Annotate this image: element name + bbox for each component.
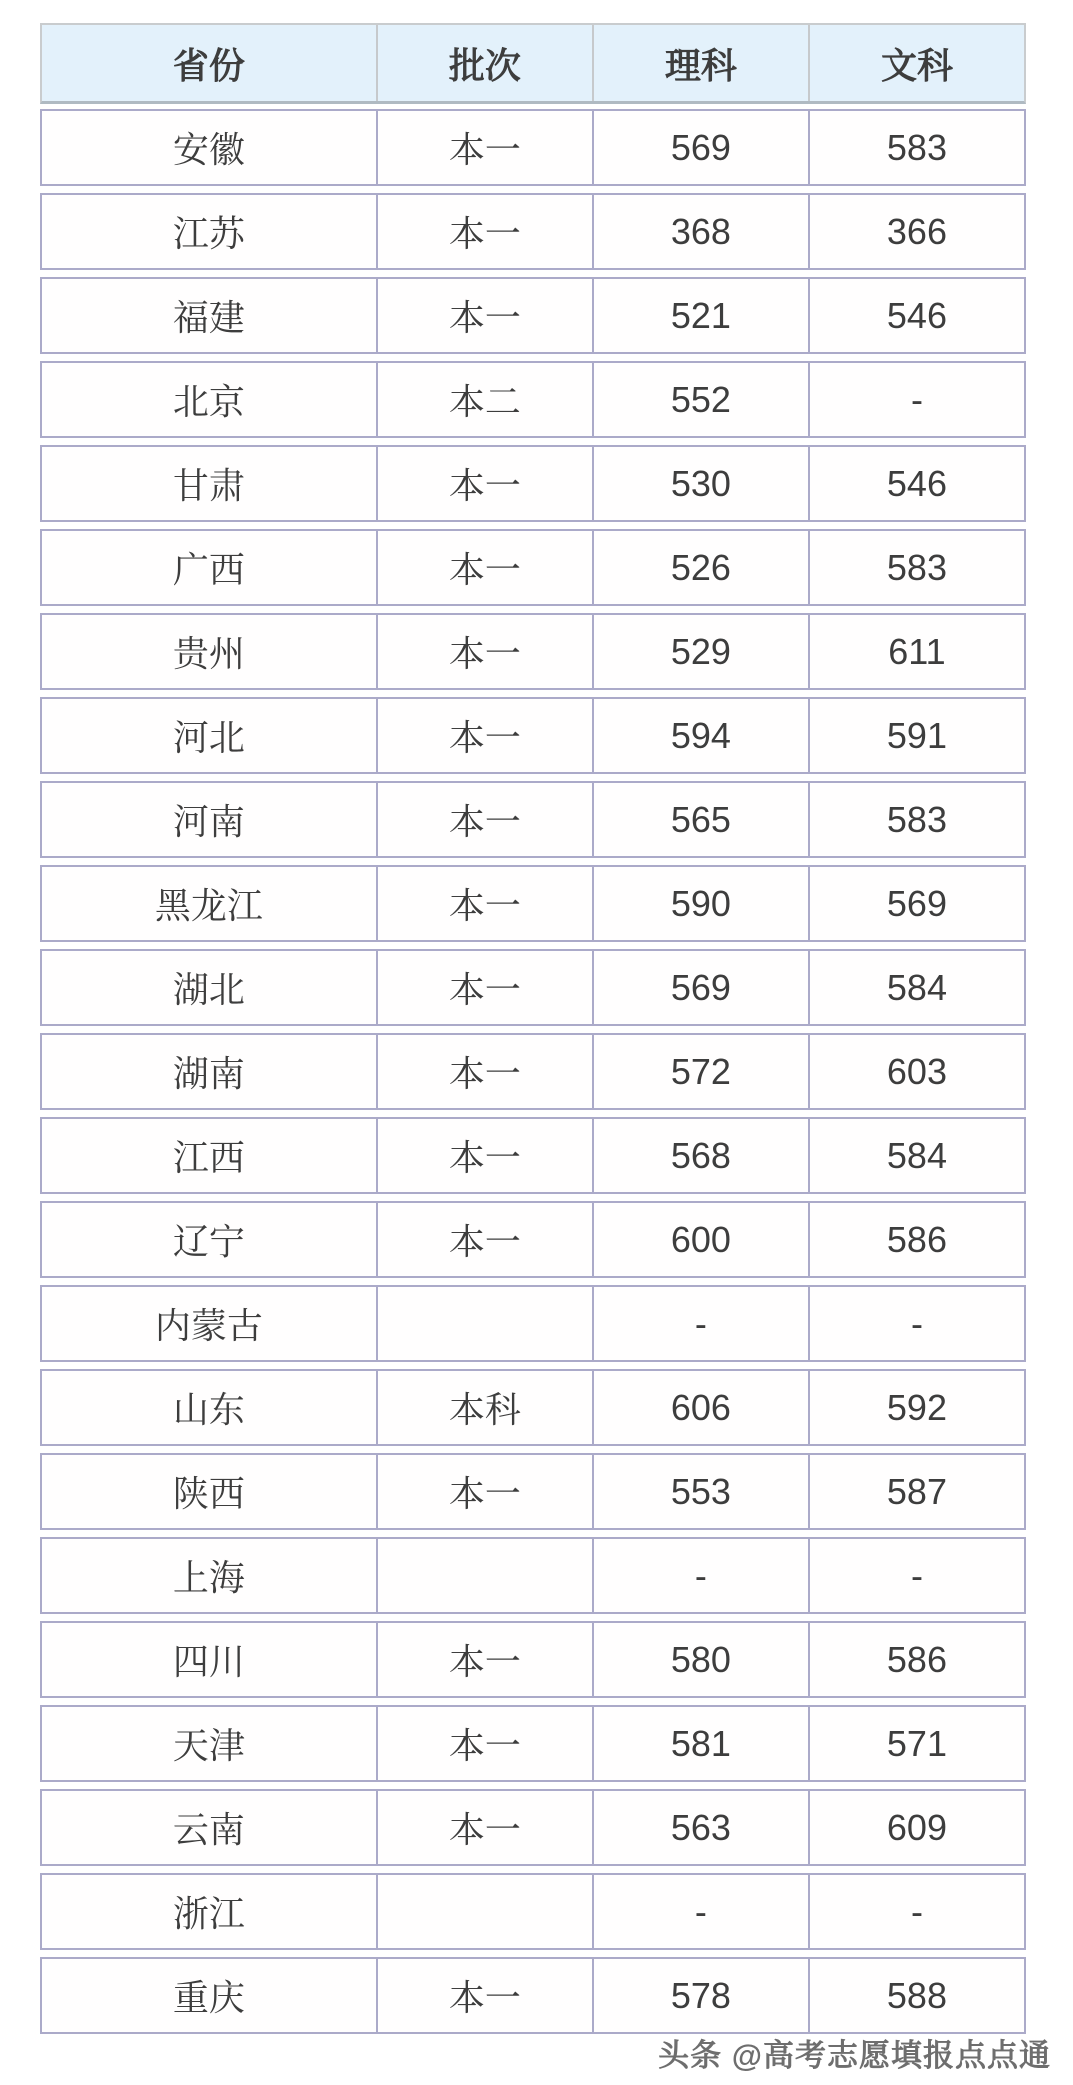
cell-arts: - xyxy=(808,1539,1024,1612)
cell-province: 湖南 xyxy=(172,1053,245,1094)
cell-province: 陕西 xyxy=(172,1473,245,1514)
cell-science: 553 xyxy=(592,1455,808,1528)
cell-arts: 591 xyxy=(808,699,1024,772)
table-row xyxy=(40,1117,1026,1194)
cell-science: 606 xyxy=(592,1371,808,1444)
table-row xyxy=(40,277,1026,354)
cell-batch: 本一 xyxy=(376,1623,592,1696)
cell-province: 重庆 xyxy=(172,1977,245,2018)
table-row xyxy=(40,1789,1026,1866)
cell-science: 580 xyxy=(592,1623,808,1696)
cell-arts: 546 xyxy=(808,279,1024,352)
score-table xyxy=(40,23,1026,2034)
cell-arts: 584 xyxy=(808,951,1024,1024)
cell-arts: 583 xyxy=(808,531,1024,604)
table-row xyxy=(40,1033,1026,1110)
cell-arts: 592 xyxy=(808,1371,1024,1444)
header-cell-science: 理科 xyxy=(592,25,808,101)
cell-batch: 本一 xyxy=(376,867,592,940)
cell-arts: - xyxy=(808,1875,1024,1948)
table-body xyxy=(40,109,1026,2034)
cell-arts: - xyxy=(808,363,1024,436)
table-row xyxy=(40,1621,1026,1698)
cell-science: - xyxy=(592,1875,808,1948)
table-row xyxy=(40,865,1026,942)
cell-province: 云南 xyxy=(172,1809,245,1850)
cell-province: 贵州 xyxy=(172,633,245,674)
cell-province: 江西 xyxy=(172,1137,245,1178)
cell-batch xyxy=(376,1875,592,1948)
table-row xyxy=(40,1957,1026,2034)
cell-batch: 本一 xyxy=(376,1119,592,1192)
cell-arts: 586 xyxy=(808,1203,1024,1276)
table-row xyxy=(40,1873,1026,1950)
cell-arts: 571 xyxy=(808,1707,1024,1780)
table-row xyxy=(40,1537,1026,1614)
table-row xyxy=(40,193,1026,270)
cell-batch: 本一 xyxy=(376,1707,592,1780)
cell-science: 594 xyxy=(592,699,808,772)
cell-province: 辽宁 xyxy=(172,1221,245,1262)
cell-province: 黑龙江 xyxy=(154,885,263,926)
cell-arts: 603 xyxy=(808,1035,1024,1108)
cell-province: 天津 xyxy=(172,1725,245,1766)
cell-science: 529 xyxy=(592,615,808,688)
cell-science: 572 xyxy=(592,1035,808,1108)
cell-science: 552 xyxy=(592,363,808,436)
cell-batch: 本一 xyxy=(376,783,592,856)
cell-province: 四川 xyxy=(172,1641,245,1682)
cell-batch: 本一 xyxy=(376,111,592,184)
cell-science: 530 xyxy=(592,447,808,520)
table-row xyxy=(40,1201,1026,1278)
cell-arts: - xyxy=(808,1287,1024,1360)
table-row xyxy=(40,361,1026,438)
cell-batch: 本科 xyxy=(376,1371,592,1444)
table-row xyxy=(40,445,1026,522)
cell-science: - xyxy=(592,1539,808,1612)
cell-science: 568 xyxy=(592,1119,808,1192)
cell-science: 526 xyxy=(592,531,808,604)
table-header xyxy=(40,23,1026,104)
table-row xyxy=(40,1285,1026,1362)
table-row xyxy=(40,781,1026,858)
cell-batch: 本二 xyxy=(376,363,592,436)
table-row xyxy=(40,109,1026,186)
watermark xyxy=(658,2030,1051,2075)
cell-batch: 本一 xyxy=(376,615,592,688)
cell-arts: 586 xyxy=(808,1623,1024,1696)
cell-batch: 本一 xyxy=(376,1959,592,2032)
cell-arts: 584 xyxy=(808,1119,1024,1192)
cell-province: 福建 xyxy=(172,297,245,338)
cell-batch: 本一 xyxy=(376,1035,592,1108)
cell-science: 368 xyxy=(592,195,808,268)
cell-science: 521 xyxy=(592,279,808,352)
cell-province: 河北 xyxy=(172,717,245,758)
watermark-text: 头条 @高考志愿填报点点通 xyxy=(658,2038,1051,2073)
table-row xyxy=(40,613,1026,690)
cell-batch: 本一 xyxy=(376,1203,592,1276)
table-row xyxy=(40,529,1026,606)
cell-arts: 569 xyxy=(808,867,1024,940)
cell-batch: 本一 xyxy=(376,951,592,1024)
cell-batch: 本一 xyxy=(376,279,592,352)
cell-province: 山东 xyxy=(172,1389,245,1430)
cell-province: 广西 xyxy=(172,549,245,590)
cell-arts: 611 xyxy=(808,615,1024,688)
header-cell-arts: 文科 xyxy=(808,25,1024,101)
table-row xyxy=(40,1705,1026,1782)
cell-batch xyxy=(376,1287,592,1360)
header-cell-batch: 批次 xyxy=(376,25,592,101)
cell-province: 河南 xyxy=(172,801,245,842)
cell-arts: 546 xyxy=(808,447,1024,520)
table-row xyxy=(40,949,1026,1026)
cell-science: 569 xyxy=(592,951,808,1024)
cell-science: 563 xyxy=(592,1791,808,1864)
cell-science: 578 xyxy=(592,1959,808,2032)
cell-province: 江苏 xyxy=(172,213,245,254)
cell-arts: 583 xyxy=(808,111,1024,184)
table-row xyxy=(40,697,1026,774)
cell-batch: 本一 xyxy=(376,195,592,268)
cell-province: 上海 xyxy=(172,1557,245,1598)
cell-science: - xyxy=(592,1287,808,1360)
cell-batch: 本一 xyxy=(376,1791,592,1864)
cell-arts: 588 xyxy=(808,1959,1024,2032)
cell-province: 内蒙古 xyxy=(154,1305,263,1346)
cell-arts: 583 xyxy=(808,783,1024,856)
header-cell-province: 省份 xyxy=(172,44,245,86)
cell-province: 安徽 xyxy=(172,129,245,170)
cell-province: 北京 xyxy=(172,381,245,422)
cell-province: 浙江 xyxy=(172,1893,245,1934)
cell-province: 甘肃 xyxy=(172,465,245,506)
cell-arts: 587 xyxy=(808,1455,1024,1528)
table-row xyxy=(40,1369,1026,1446)
cell-science: 565 xyxy=(592,783,808,856)
cell-batch: 本一 xyxy=(376,531,592,604)
cell-batch: 本一 xyxy=(376,447,592,520)
cell-science: 581 xyxy=(592,1707,808,1780)
cell-science: 600 xyxy=(592,1203,808,1276)
cell-province: 湖北 xyxy=(172,969,245,1010)
cell-batch xyxy=(376,1539,592,1612)
cell-batch: 本一 xyxy=(376,1455,592,1528)
cell-science: 590 xyxy=(592,867,808,940)
cell-batch: 本一 xyxy=(376,699,592,772)
cell-arts: 366 xyxy=(808,195,1024,268)
table-row xyxy=(40,1453,1026,1530)
cell-science: 569 xyxy=(592,111,808,184)
cell-arts: 609 xyxy=(808,1791,1024,1864)
